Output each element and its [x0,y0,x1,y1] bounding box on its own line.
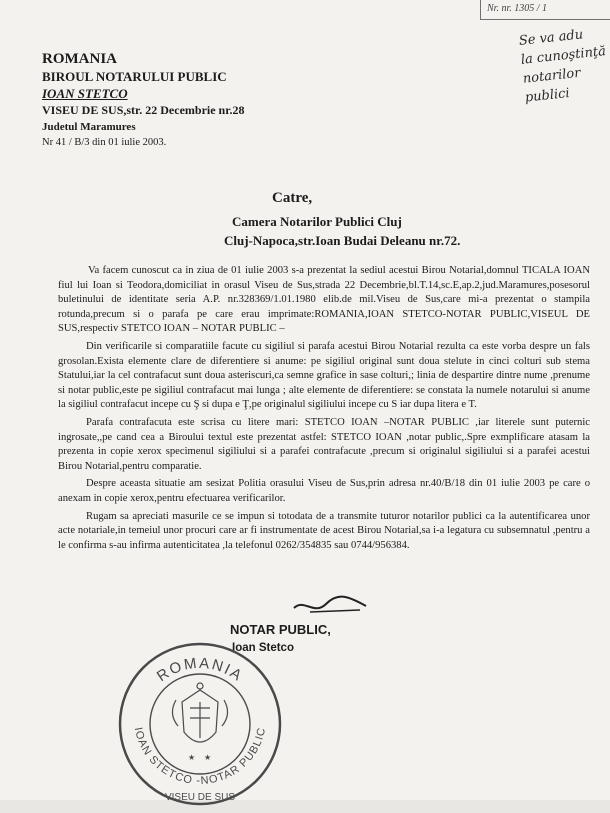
country-name: ROMANIA [42,51,117,67]
seal-base-text: VISEU DE SUS [164,792,236,803]
reference-number: Nr 41 / B/3 din 01 iulie 2003. [42,137,167,148]
letterhead [42,50,342,150]
handwritten-note-line: publici [524,85,571,106]
handwritten-note-line: Se va adu [518,27,584,49]
letter-body [58,264,590,556]
signature-title: NOTAR PUBLIC, [230,622,331,637]
paragraph: Va facem cunoscut ca in ziua de 01 iulie 2003 s-a prezentat la sediul acestui Birou Notarial,domnul TICALA IOAN fiul lui Ioan si Teodora,domiciliat in orasul Viseu de Sus,strada 22 Decembrie,bl.T.14,sc.E,ap.2,jud.Maramures,posesorul buletinului de identitate seria A.P. nr.328369/1.01.1980 elib.de mil.Viseu de Sus,care mi-a prezentat o stampila rotunda,precum si o parafa pe care erau imprimate:ROMANIA,IOAN STETCO-NOTAR PUBLIC,VISEUL DE SUS,respectiv STETCO IOAN – NOTAR PUBLIC – [58,265,590,335]
registration-stamp: Nr. nr. 1305 / 1 [480,0,610,20]
addressee-institution: Camera Notarilor Publici Cluj [232,214,402,229]
svg-text:★: ★ [204,753,212,762]
handwritten-signature [290,590,370,620]
office-name: BIROUL NOTARULUI PUBLIC [42,69,227,84]
svg-text:★: ★ [188,753,196,762]
seal-graphic [116,640,284,808]
notary-seal [116,640,284,808]
handwritten-note-line: notarilor [522,65,582,87]
signature-name: Ioan Stetco [232,642,294,654]
handwritten-note [518,22,610,107]
county-name: Judetul Maramures [42,121,136,133]
office-address: VISEU DE SUS,str. 22 Decembrie nr.28 [42,103,245,117]
paragraph: Din verificarile si comparatiile facute cu sigiliul si parafa acestui Birou Notarial rezulta ca este vorba despre un fals grosolan.Exista elemente clare de diferentiere si anume: pe sigiliul original sunt doua stelute in cinci colturi sub stema Statului,iar la cel contrafacut sunt doua asteriscuri,ca semne grafice in sase colturi,; linia de despartire dintre nume ,prenume si notar public,este pe sigiliul contrafacut mai lunga ; alte elemente de diferentiere: se constata la numele notarului si anume la sigiliul contrafacut incepe cu Ş si dupa e Ţ,pe originalul sigiliului incepe cu S iar dupa litera e T. [58,340,590,411]
seal-bottom-text: IOAN STETCO -NOTAR PUBLIC [131,726,269,788]
seal-top-text: ROMANIA [153,654,247,686]
svg-text:ROMANIA [154,655,246,686]
coat-of-arms-icon [172,683,227,742]
notary-name: IOAN STETCO [42,86,128,101]
addressee-address: Cluj-Napoca,str.Ioan Budai Deleanu nr.72. [224,233,461,248]
handwritten-note-line: la cunoştinţă [520,43,607,68]
greeting: Catre, [272,190,313,206]
paragraph: Rugam sa apreciati masurile ce se impun si totodata de a transmite tuturor notarilor publici ca la autentificarea unor acte notariale,in temeiul unor procuri care ar fi instrumentate de acest Birou Notarial,sa i-a legatura cu subsemnatul ,pentru a le confirma s-au infirma autenticitatea ,la telefonul 0262/354835 sau 0744/956384. [58,510,590,551]
paragraph: Despre aceasta situatie am sesizat Politia orasului Viseu de Sus,prin adresa nr.40/B/18 din 01 iulie 2003 pe care o anexam in copie xerox,pentru efectuarea verificarilor. [58,478,590,504]
paragraph: Parafa contrafacuta este scrisa cu litere mari: STETCO IOAN –NOTAR PUBLIC ,iar literele sunt puternic ingrosate,,pe cand cea a Biroului textul este prezentat astfel: STETCO IOAN ,notar public,.Spre exmplificare atasam la prezenta in copie xerox specimenul sigiliului si a parafei contrafacute ,precum si originalul sigiliului si a parafei acestui Birou Notarial,pentru comparatie. [58,416,590,472]
